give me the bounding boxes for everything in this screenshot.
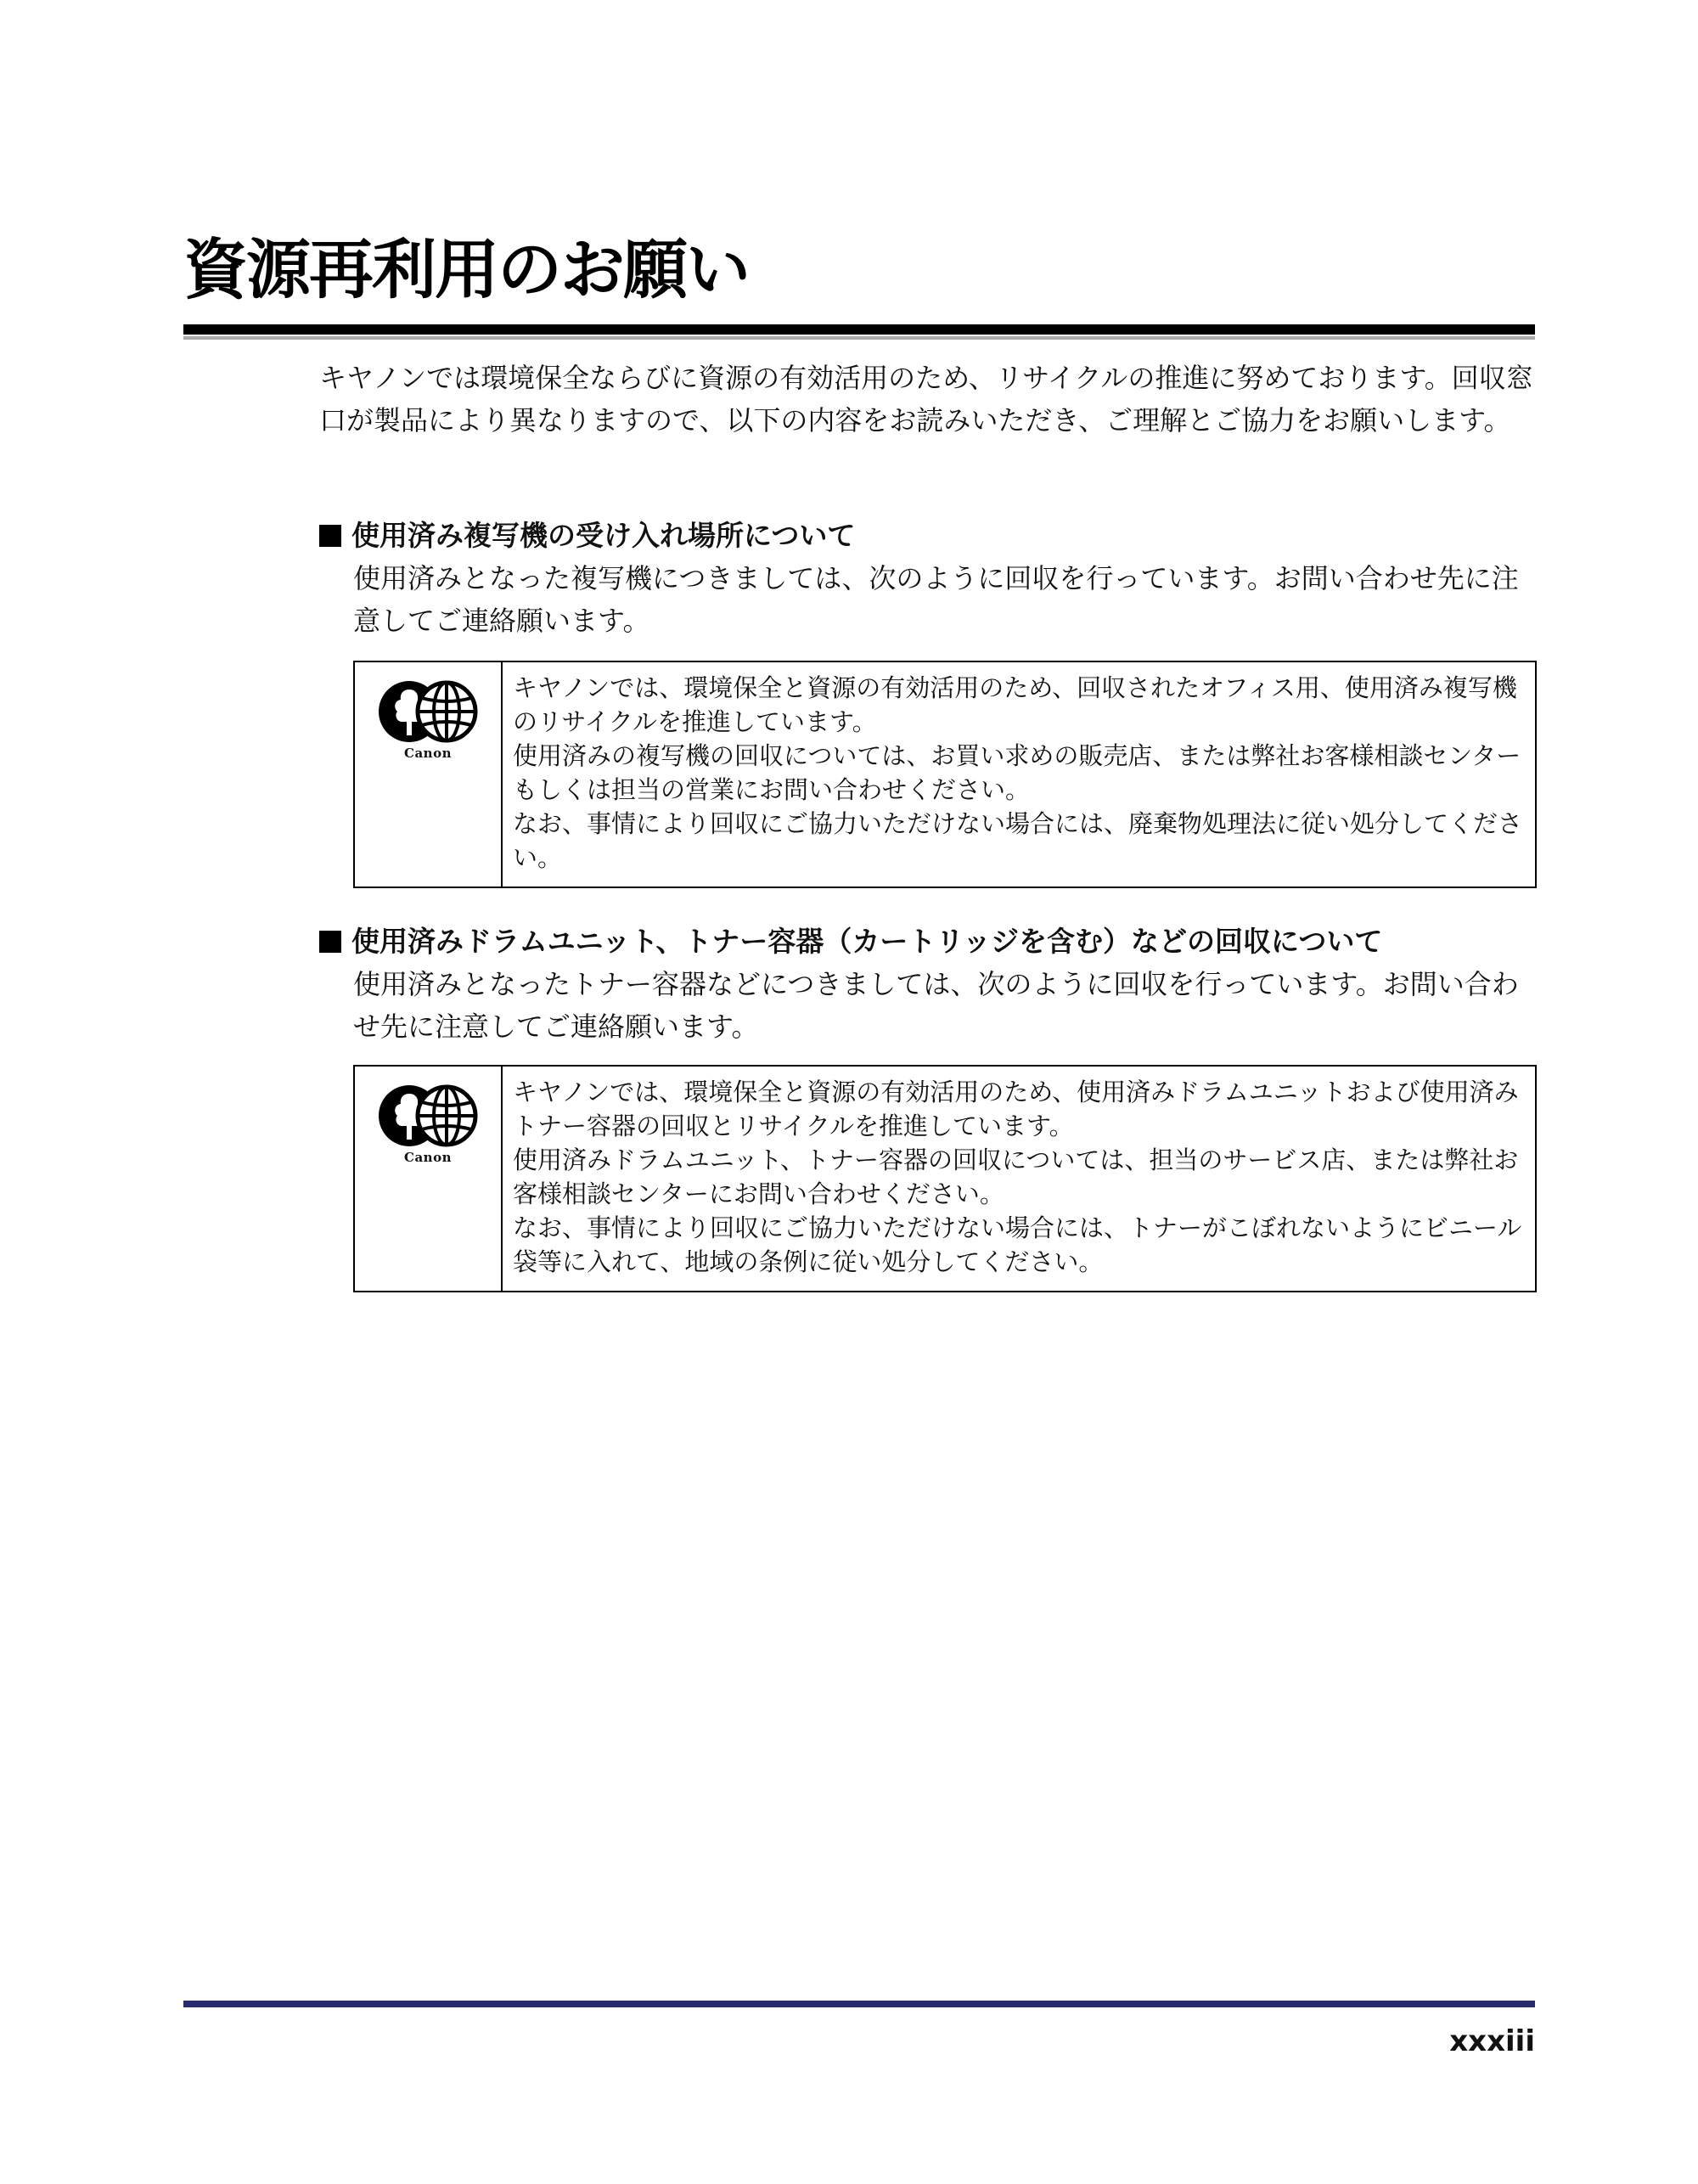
notice-paragraph: キヤノンでは、環境保全と資源の有効活用のため、使用済みドラムユニットおよび使用済みトナー容器の回収とリサイクルを推進しています。 [513, 1078, 1519, 1140]
section-heading-copier [319, 515, 855, 557]
notice-paragraph: なお、事情により回収にご協力いただけない場合には、廃棄物処理法に従い処分してください。 [513, 809, 1523, 872]
page-number: xxxiii [1449, 2024, 1535, 2058]
intro-paragraph: キヤノンでは環境保全ならびに資源の有効活用のため、リサイクルの推進に努めております。回収窓口が製品により異なりますので、以下の内容をお読みいただき、ご理解とご協力をお願いします。 [319, 362, 1533, 436]
notice-text [503, 1067, 1535, 1291]
notice-paragraph: 使用済みドラムユニット、トナー容器の回収については、担当のサービス店、または弊社お客様相談センターにお問い合わせください。 [513, 1145, 1519, 1208]
notice-paragraph: キヤノンでは、環境保全と資源の有効活用のため、回収されたオフィス用、使用済み複写機のリサイクルを推進しています。 [513, 673, 1517, 736]
notice-box-copier [353, 661, 1537, 888]
square-bullet-icon [319, 931, 341, 953]
canon-logo-text: Canon [404, 746, 452, 761]
tree-globe-icon [377, 679, 479, 744]
notice-paragraph: なお、事情により回収にご協力いただけない場合には、トナーがこぼれないようにビニール袋等に入れて、地域の条例に従い処分してください。 [513, 1213, 1522, 1276]
canon-recycle-logo [355, 1067, 503, 1291]
notice-paragraph: 使用済みの複写機の回収については、お買い求めの販売店、または弊社お客様相談センターもしくは担当の営業にお問い合わせください。 [513, 741, 1521, 804]
tree-globe-icon [377, 1084, 479, 1148]
canon-logo-text: Canon [404, 1150, 452, 1165]
section-heading-text: 使用済みドラムユニット、トナー容器（カートリッジを含む）などの回収について [351, 925, 1383, 958]
section-body-toner: 使用済みとなったトナー容器などにつきましては、次のように回収を行っています。お問い合わせ先に注意してご連絡願います。 [353, 968, 1519, 1043]
footer-rule [183, 2001, 1535, 2007]
title-rule [183, 324, 1535, 340]
page-title: 資源再利用のお願い [183, 232, 749, 307]
section-heading-text: 使用済み複写機の受け入れ場所について [351, 519, 856, 552]
square-bullet-icon [319, 525, 341, 547]
section-heading-toner [319, 920, 1382, 963]
notice-box-toner [353, 1065, 1537, 1292]
notice-text [503, 662, 1535, 887]
section-body-copier: 使用済みとなった複写機につきましては、次のように回収を行っています。お問い合わせ先に注意してご連絡願います。 [353, 562, 1519, 637]
canon-recycle-logo [355, 662, 503, 887]
